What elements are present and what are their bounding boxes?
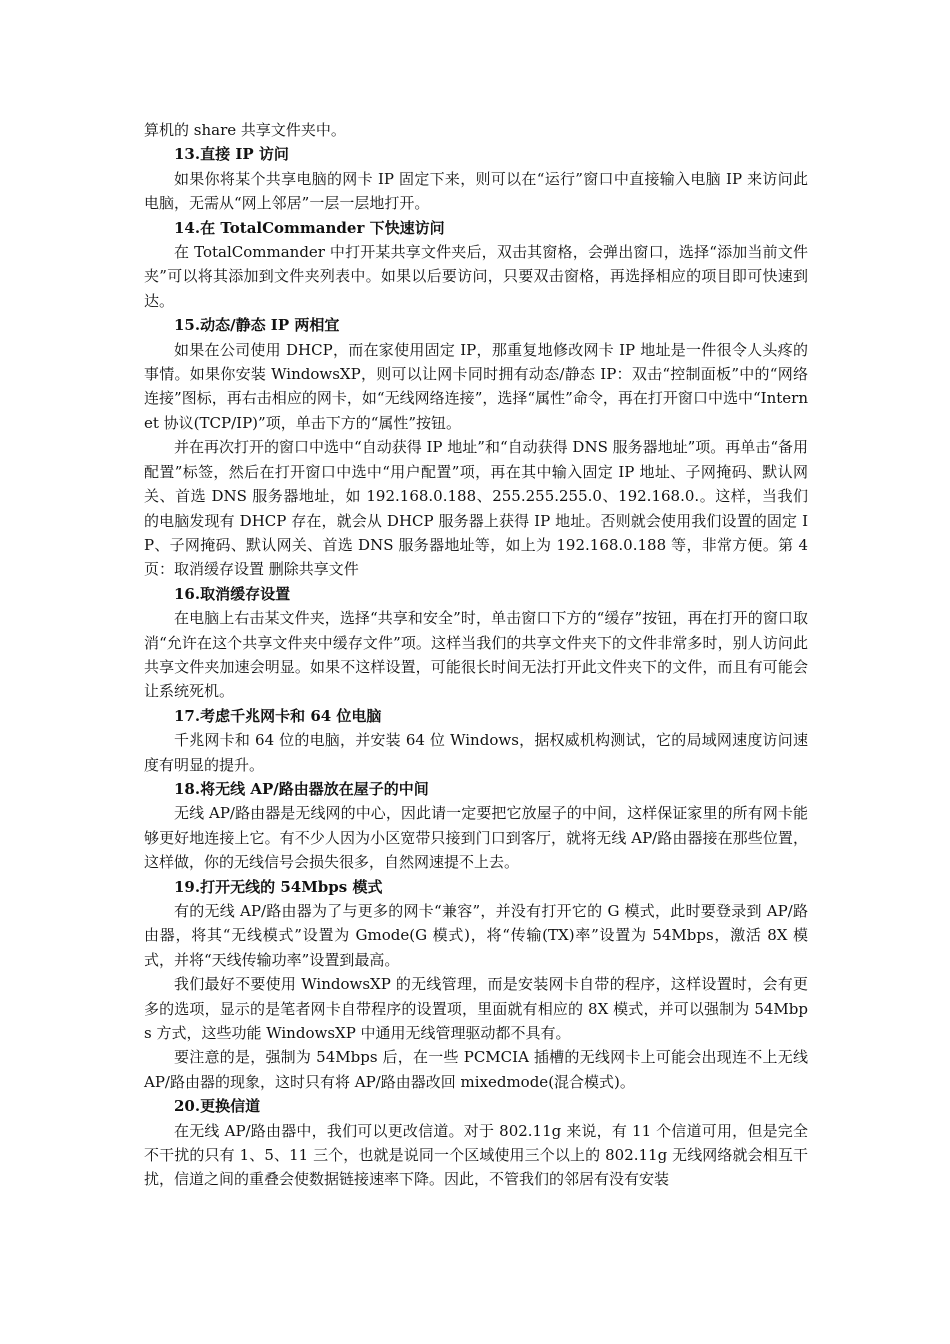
paragraph: 我们最好不要使用 WindowsXP 的无线管理，而是安装网卡自带的程序，这样设置时，会有更多的选项，显示的是笔者网卡自带程序的设置项，里面就有相应的 8X 模式，并可以强制为 54Mbps 方式，这些功能 WindowsXP 中通用无线管理驱动都不具有。 [144,975,808,1043]
section-heading-15: 15.动态/静态 IP 两相宜 [174,316,340,335]
section-heading-16: 16.取消缓存设置 [174,584,291,603]
section-heading-18: 18.将无线 AP/路由器放在屋子的中间 [174,779,429,798]
paragraph: 在电脑上右击某文件夹，选择“共享和安全”时，单击窗口下方的“缓存”按钮，再在打开的窗口取消“允许在这个共享文件夹中缓存文件”项。这样当我们的共享文件夹下的文件非常多时，别人访问此共享文件夹加速会明显。如果不这样设置，可能很长时间无法打开此文件夹下的文件，而且有可能会让系统死机。 [144,609,808,701]
paragraph: 在 TotalCommander 中打开某共享文件夹后，双击其窗格，会弹出窗口，选择“添加当前文件夹”可以将其添加到文件夹列表中。如果以后要访问，只要双击窗格，再选择相应的项目即可快速到达。 [144,243,808,310]
paragraph-continuation: 算机的 share 共享文件夹中。 [144,121,346,139]
paragraph: 千兆网卡和 64 位的电脑，并安装 64 位 Windows，据权威机构测试，它的局域网速度访问速度有明显的提升。 [144,731,808,774]
document-body [144,118,808,1192]
section-heading-17: 17.考虑千兆网卡和 64 位电脑 [174,706,382,725]
paragraph: 在无线 AP/路由器中，我们可以更改信道。对于 802.11g 来说，有 11 个信道可用，但是完全不干扰的只有 1、5、11 三个，也就是说同一个区域使用三个以上的 802.11g 无线网络就会相互干扰，信道之间的重叠会使数据链接速率下降。因此，不管我们的邻居有没有安装 [144,1121,808,1189]
section-heading-13: 13.直接 IP 访问 [174,145,289,164]
section-heading-19: 19.打开无线的 54Mbps 模式 [174,877,383,896]
paragraph: 有的无线 AP/路由器为了与更多的网卡“兼容”，并没有打开它的 G 模式，此时要登录到 AP/路由器，将其“无线模式”设置为 Gmode(G 模式)，将“传输(TX)率”设置为 54Mbps，激活 8X 模式，并将“天线传输功率”设置到最高。 [144,902,808,969]
section-heading-20: 20.更换信道 [174,1097,261,1116]
paragraph: 要注意的是，强制为 54Mbps 后，在一些 PCMCIA 插槽的无线网卡上可能会出现连不上无线 AP/路由器的现象，这时只有将 AP/路由器改回 mixedmode(混合模式)。 [144,1048,808,1091]
paragraph: 并在再次打开的窗口中选中“自动获得 IP 地址”和“自动获得 DNS 服务器地址”项。再单击“备用配置”标签，然后在打开窗口中选中“用户配置”项，再在其中输入固定 IP 地址、子网掩码、默认网关、首选 DNS 服务器地址，如 192.168.0.188、255.255.255.0、192.168.0.。这样，当我们的电脑发现有 DHCP 存在，就会从 DHCP 服务器上获得 IP 地址。否则就会使用我们设置的固定 IP、子网掩码、默认网关、首选 DNS 服务器地址等，如上为 192.168.0.188 等，非常方便。第 4 页：取消缓存设置 删除共享文件 [144,438,808,579]
section-heading-14: 14.在 TotalCommander 下快速访问 [174,218,445,237]
paragraph: 如果你将某个共享电脑的网卡 IP 固定下来，则可以在“运行”窗口中直接输入电脑 IP 来访问此电脑，无需从“网上邻居”一层一层地打开。 [144,169,808,213]
paragraph: 如果在公司使用 DHCP，而在家使用固定 IP，那重复地修改网卡 IP 地址是一件很令人头疼的事情。如果你安装 WindowsXP，则可以让网卡同时拥有动态/静态 IP：双击“控制面板”中的“网络连接”图标，再右击相应的网卡，如“无线网络连接”，选择“属性”命令，再在打开窗口中选中“Internet 协议(TCP/IP)”项，单击下方的“属性”按钮。 [144,340,808,432]
paragraph: 无线 AP/路由器是无线网的中心，因此请一定要把它放屋子的中间，这样保证家里的所有网卡能够更好地连接上它。有不少人因为小区宽带只接到门口到客厅，就将无线 AP/路由器接在那些位置，这样做，你的无线信号会损失很多，自然网速提不上去。 [144,804,808,872]
